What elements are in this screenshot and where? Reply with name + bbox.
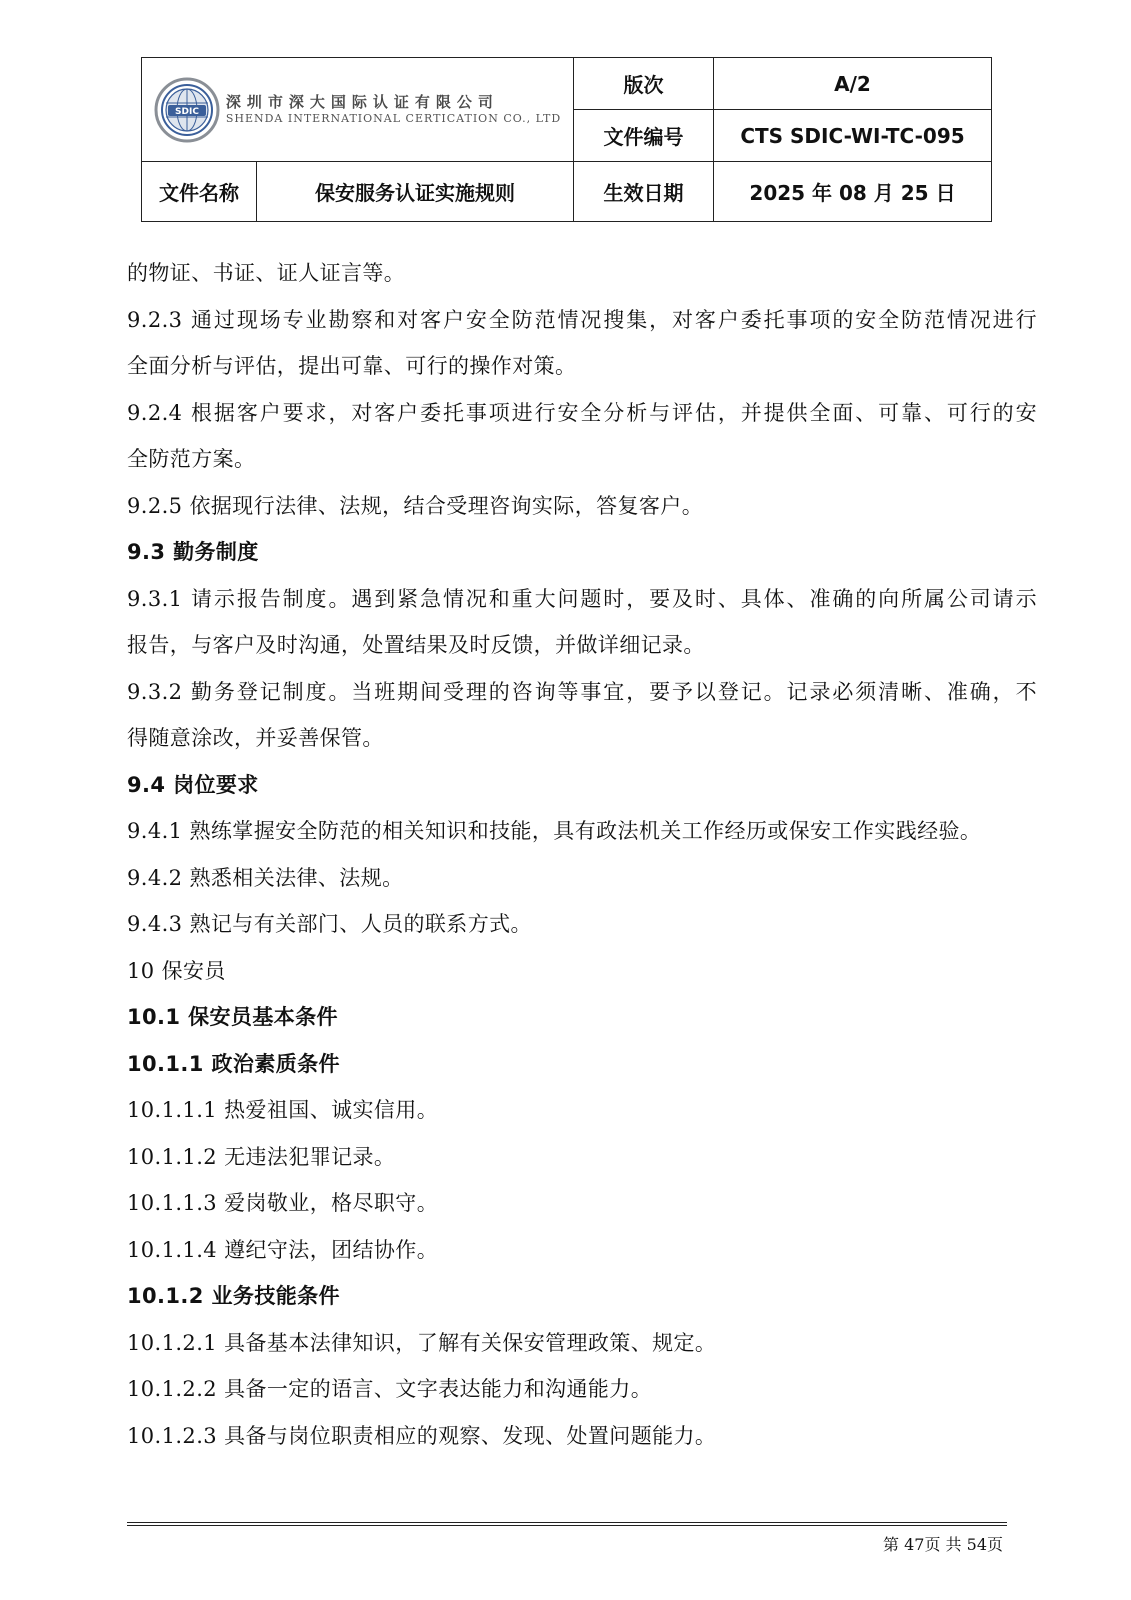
body-paragraph-line: 10.1.1.2 无违法犯罪记录。 [127, 1144, 396, 1169]
effective-date-value: 2025 年 08 月 25 日 [714, 162, 992, 222]
doc-number-value: CTS SDIC-WI-TC-095 [714, 110, 992, 162]
body-paragraph-line: 10.1.2.2 具备一定的语言、文字表达能力和沟通能力。 [127, 1377, 653, 1401]
body-paragraph-line: 9.2.3 通过现场专业勘察和对客户安全防范情况搜集，对客户委托事项的安全防范情况进行 [127, 307, 1037, 332]
doc-name-label: 文件名称 [142, 162, 257, 222]
body-paragraph-line: 10 保安员 [127, 958, 226, 983]
version-label: 版次 [574, 58, 714, 110]
body-paragraph-line: 全防范方案。 [127, 447, 256, 471]
page-number: 第 47页 共 54页 [883, 1535, 1003, 1554]
section-heading: 10.1.1 政治素质条件 [127, 1051, 340, 1076]
section-heading: 10.1.2 业务技能条件 [127, 1284, 340, 1308]
doc-name-value: 保安服务认证实施规则 [257, 162, 574, 222]
section-heading: 9.3 勤务制度 [127, 540, 259, 564]
body-paragraph-line: 报告，与客户及时沟通，处置结果及时反馈，并做详细记录。 [127, 633, 705, 657]
body-paragraph-line: 全面分析与评估，提出可靠、可行的操作对策。 [127, 354, 577, 378]
body-paragraph-line: 9.3.2 勤务登记制度。当班期间受理的咨询等事宜，要予以登记。记录必须清晰、准确，不 [127, 679, 1037, 704]
section-heading: 9.4 岗位要求 [127, 772, 259, 797]
body-paragraph-line: 10.1.2.1 具备基本法律知识，了解有关保安管理政策、规定。 [127, 1330, 717, 1355]
body-paragraph-line: 9.4.1 熟练掌握安全防范的相关知识和技能，具有政法机关工作经历或保安工作实践经验。 [127, 819, 982, 843]
footer-divider-thin [127, 1525, 1007, 1526]
body-paragraph-line: 10.1.1.1 热爱祖国、诚实信用。 [127, 1098, 439, 1122]
body-paragraph-line: 10.1.1.4 遵纪守法，团结协作。 [127, 1237, 439, 1262]
section-heading: 10.1 保安员基本条件 [127, 1005, 338, 1029]
body-paragraph-line: 的物证、书证、证人证言等。 [127, 261, 406, 285]
body-paragraph-line: 9.3.1 请示报告制度。遇到紧急情况和重大问题时，要及时、具体、准确的向所属公司请示 [127, 586, 1037, 611]
body-paragraph-line: 10.1.2.3 具备与岗位职责相应的观察、发现、处置问题能力。 [127, 1423, 717, 1448]
company-logo-cell [142, 58, 574, 162]
body-paragraph-line: 9.4.3 熟记与有关部门、人员的联系方式。 [127, 912, 532, 936]
version-value: A/2 [714, 58, 992, 110]
company-name-en: SHENDA INTERNATIONAL CERTICATION CO., LTD [225, 112, 562, 125]
document-body [127, 250, 1037, 1459]
body-paragraph-line: 9.4.2 熟悉相关法律、法规。 [127, 865, 404, 890]
body-paragraph-line: 9.2.4 根据客户要求，对客户委托事项进行安全分析与评估，并提供全面、可靠、可行的安 [127, 400, 1037, 425]
document-header-table [141, 57, 992, 222]
company-name-cn: 深圳市深大国际认证有限公司 [225, 93, 499, 112]
body-paragraph-line: 得随意涂改，并妥善保管。 [127, 726, 384, 750]
company-logo-icon [154, 77, 220, 143]
body-paragraph-line: 9.2.5 依据现行法律、法规，结合受理咨询实际，答复客户。 [127, 493, 704, 518]
footer-divider [127, 1522, 1007, 1523]
svg-text:SDIC: SDIC [174, 106, 199, 117]
effective-date-label: 生效日期 [574, 162, 714, 222]
body-paragraph-line: 10.1.1.3 爱岗敬业，格尽职守。 [127, 1191, 439, 1215]
doc-number-label: 文件编号 [574, 110, 714, 162]
